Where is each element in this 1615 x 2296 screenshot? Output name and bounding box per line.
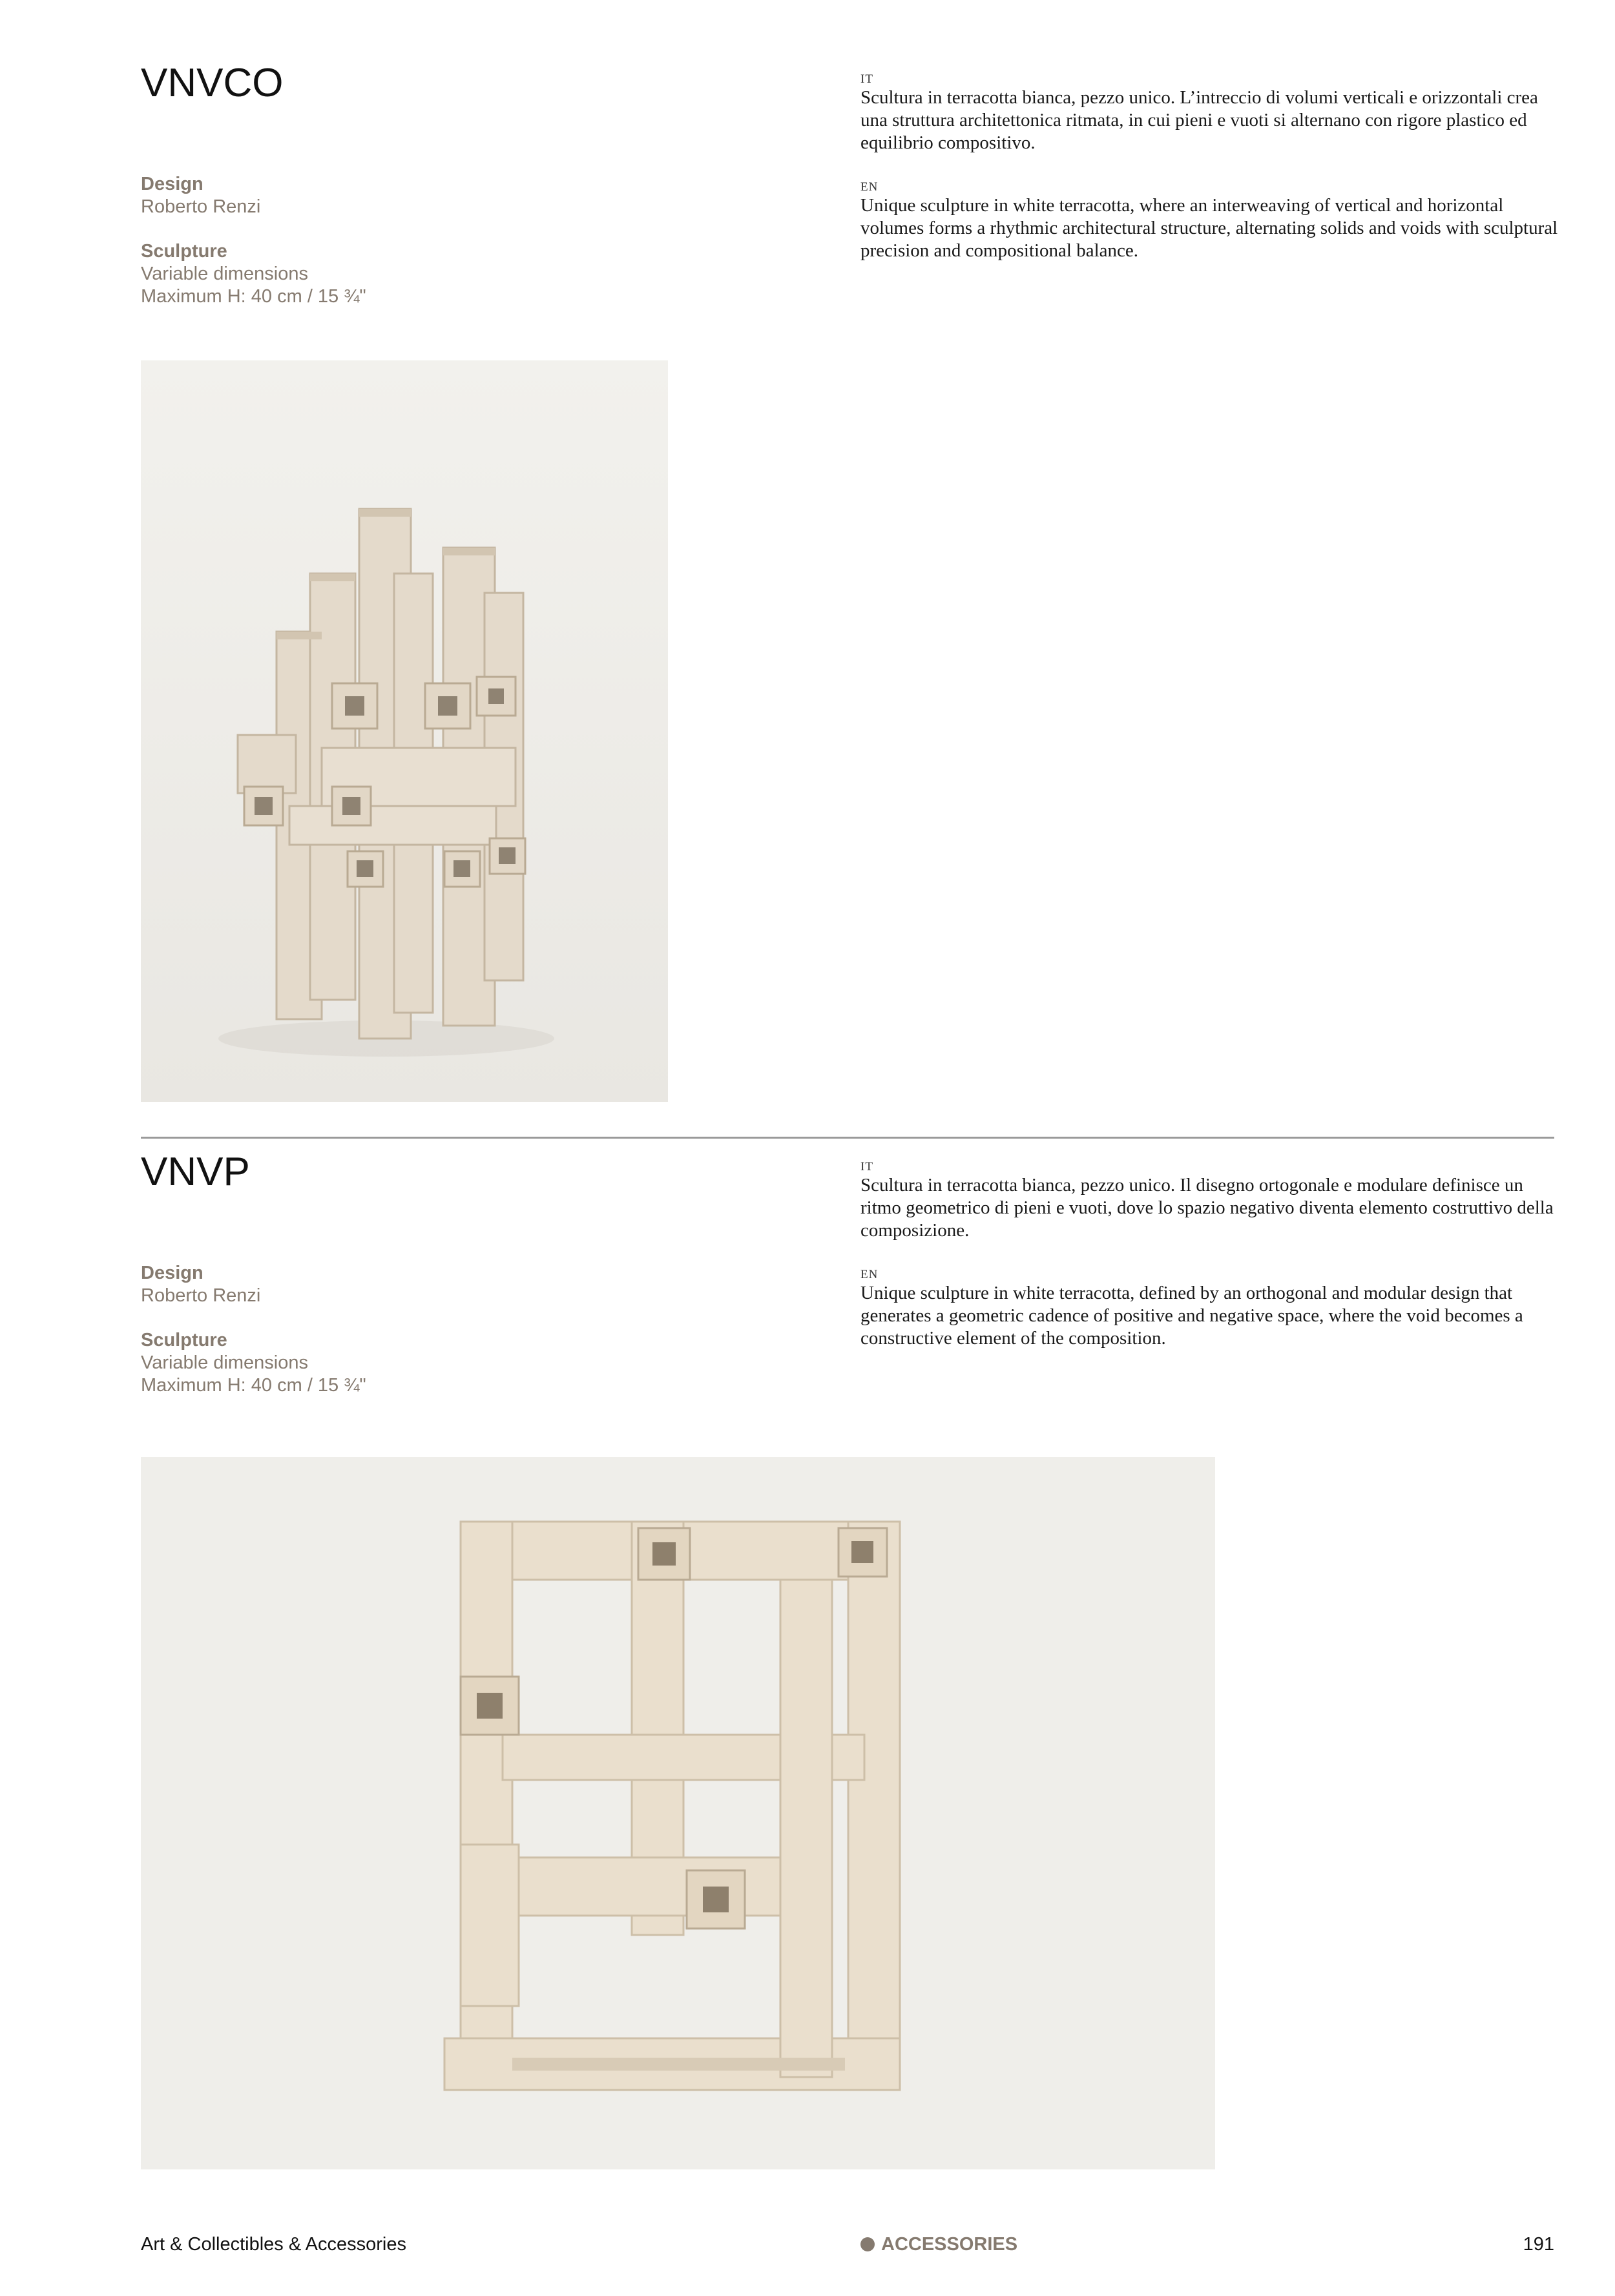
designer-name: Roberto Renzi <box>141 196 261 217</box>
sculpture-illustration <box>141 1457 1215 2169</box>
footer-section <box>860 2233 1017 2255</box>
type-label: Sculpture <box>141 1330 227 1350</box>
product-meta <box>141 1262 722 1397</box>
sculpture-illustration <box>141 360 668 1102</box>
bullet-dot-icon <box>860 2237 875 2251</box>
product-title: VNVCO <box>141 61 284 105</box>
footer-catalog-title: Art & Collectibles & Accessories <box>141 2234 406 2255</box>
page-number: 191 <box>1523 2234 1554 2255</box>
lang-label-it: IT <box>860 72 873 86</box>
design-label: Design <box>141 174 203 194</box>
type-label: Sculpture <box>141 241 227 262</box>
product-title: VNVP <box>141 1150 250 1194</box>
description-it: Scultura in terracotta bianca, pezzo unico. Il disegno ortogonale e modulare definisce un ritmo geometrico di pieni e vuoti, dove lo spazio negativo diventa elemento costruttivo della composizione. <box>860 1175 1554 1241</box>
section-divider <box>141 1137 1554 1139</box>
max-height-text: Maximum H: 40 cm / 15 ¾" <box>141 1375 366 1396</box>
product-description <box>860 1160 1558 1376</box>
product-description <box>860 72 1558 288</box>
footer-section-label: ACCESSORIES <box>881 2234 1018 2255</box>
description-it: Scultura in terracotta bianca, pezzo unico. L’intreccio di volumi verticali e orizzontali crea una struttura architettonica ritmata, in cui pieni e vuoti si alternano con rigore plastico ed equilibrio compositivo. <box>860 87 1538 153</box>
product-meta <box>141 173 722 308</box>
product-photo-vnvco <box>141 360 668 1102</box>
dimensions-text: Variable dimensions <box>141 264 308 284</box>
description-en: Unique sculpture in white terracotta, where an interweaving of vertical and horizontal volumes forms a rhythmic architectural structure, alternating solids and voids with sculptural precision and compositional balance. <box>860 195 1558 261</box>
max-height-text: Maximum H: 40 cm / 15 ¾" <box>141 286 366 307</box>
lang-label-en: EN <box>860 1268 879 1281</box>
description-en: Unique sculpture in white terracotta, defined by an orthogonal and modular design that generates a geometric cadence of positive and negative space, where the void becomes a constructive element of the composition. <box>860 1283 1523 1349</box>
designer-name: Roberto Renzi <box>141 1285 261 1306</box>
lang-label-en: EN <box>860 180 879 194</box>
product-photo-vnvp <box>141 1457 1215 2169</box>
dimensions-text: Variable dimensions <box>141 1352 308 1373</box>
design-label: Design <box>141 1263 203 1283</box>
lang-label-it: IT <box>860 1160 873 1174</box>
